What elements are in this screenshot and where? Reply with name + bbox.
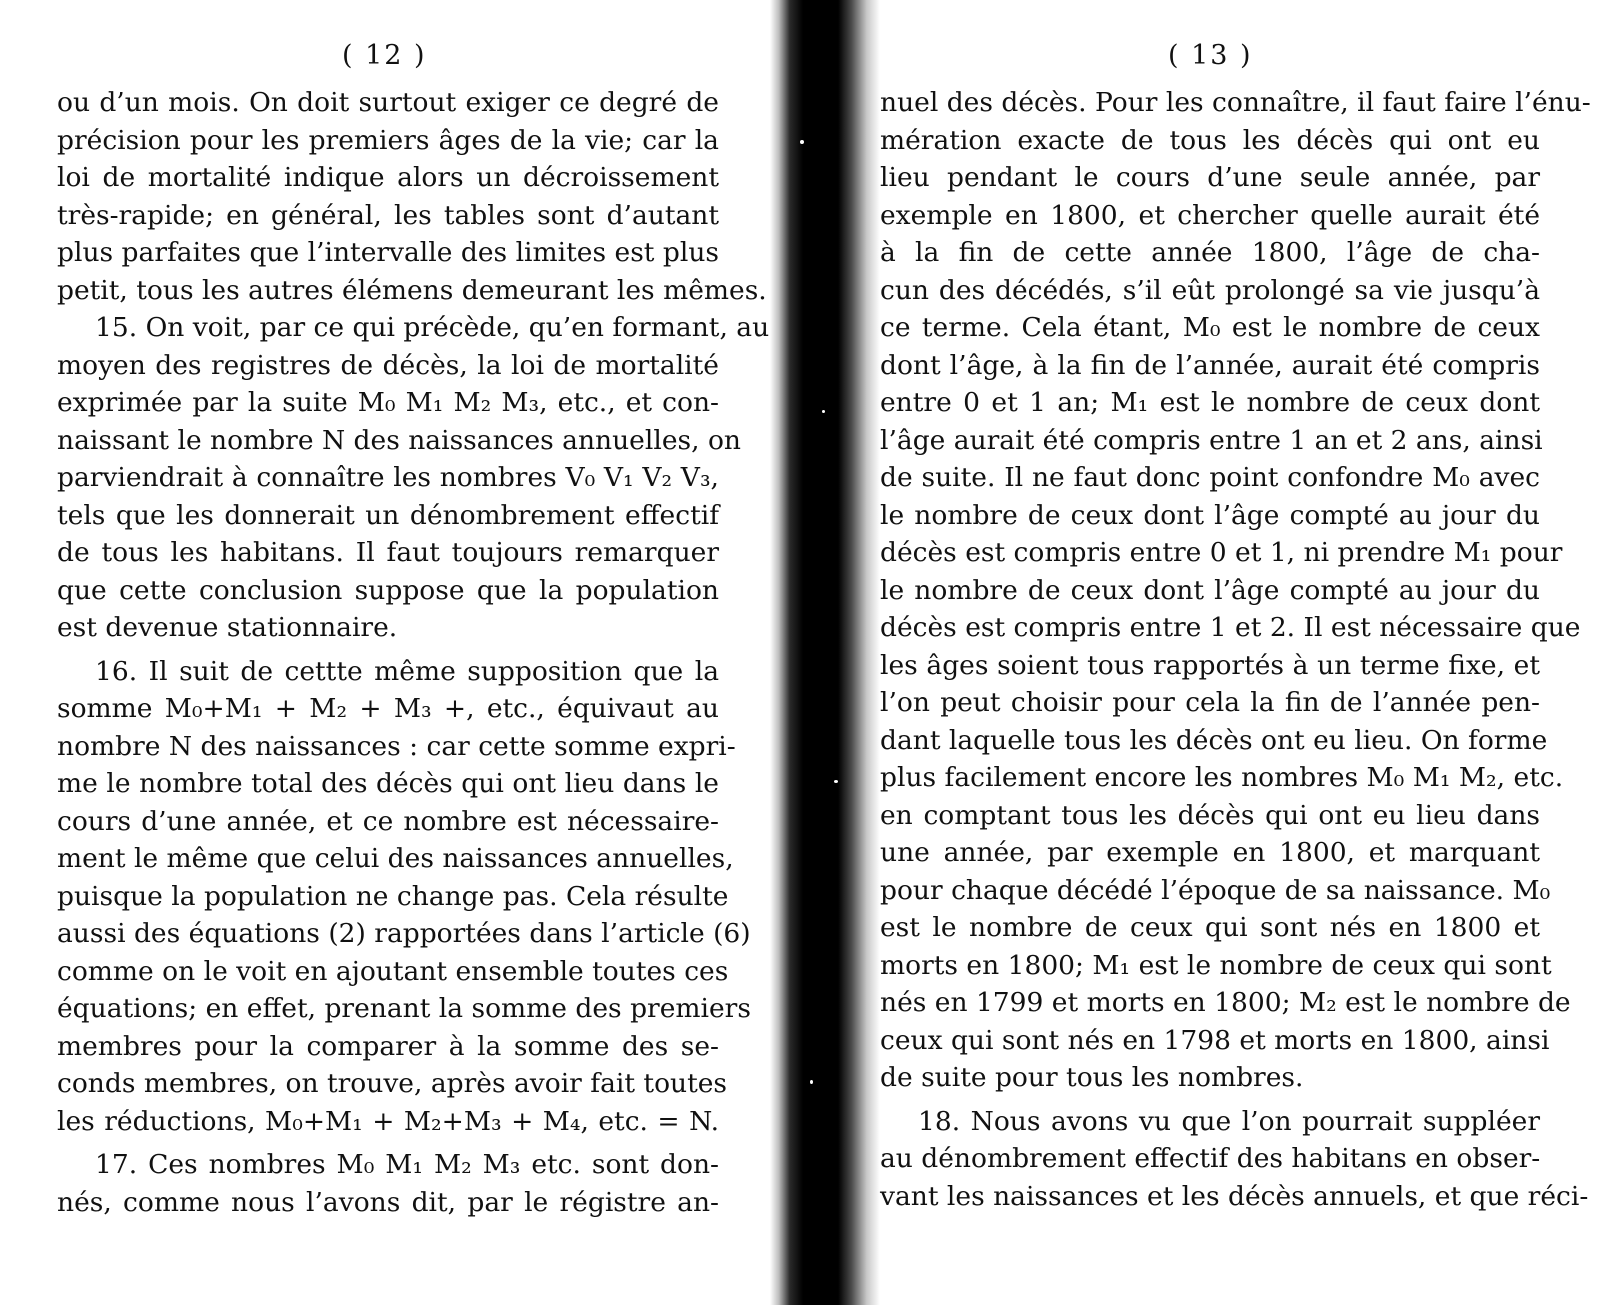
text-line: de tous les habitans. Il faut toujours remarquer [57, 537, 719, 568]
gutter-speck [834, 780, 838, 783]
text-block [57, 84, 770, 1221]
text-line: est le nombre de ceux qui sont nés en 1800 et [880, 912, 1540, 943]
gutter-speck [810, 1080, 813, 1084]
text-line: que cette conclusion suppose que la population [57, 574, 719, 606]
text-line: au dénombrement effectif des habitans en obser- [880, 1143, 1541, 1174]
paragraph-18-start: 18. Nous avons vu que l’on pourrait suppléer [918, 1105, 1540, 1137]
text-line: tels que les donnerait un dénombrement effectif [57, 499, 719, 531]
text-line: dont l’âge, à la fin de l’année, aurait été compris [880, 349, 1540, 381]
page-number: ( 12 ) [342, 40, 427, 71]
text-line: entre 0 et 1 an; M₁ est le nombre de ceux dont [880, 387, 1540, 418]
text-line: moyen des registres de décès, la loi de mortalité [57, 349, 719, 381]
text-line: plus facilement encore les nombres M₀ M₁ M₂, etc. [880, 762, 1564, 793]
text-line: naissant le nombre N des naissances annuelles, on [57, 424, 741, 456]
gutter-speck [822, 410, 825, 413]
text-line: le nombre de ceux dont l’âge compté au jour du [880, 499, 1540, 531]
text-line: nombre N des naissances : car cette somme expri- [57, 730, 736, 762]
page-number: ( 13 ) [1168, 40, 1253, 71]
text-line: décès est compris entre 1 et 2. Il est nécessaire que [880, 612, 1581, 643]
text-line: lieu pendant le cours d’une seule année, par [880, 162, 1540, 193]
left-page [0, 0, 770, 1305]
text-line: cun des décédés, s’il eût prolongé sa vie jusqu’à [880, 274, 1540, 306]
text-line: une année, par exemple en 1800, et marquant [880, 837, 1540, 868]
paragraph-17-start: 17. Ces nombres M₀ M₁ M₂ M₃ etc. sont don- [95, 1149, 719, 1180]
paragraph-15-start: 15. On voit, par ce qui précède, qu’en formant, au [95, 312, 770, 343]
text-line: conds membres, on trouve, après avoir fait toutes [57, 1068, 728, 1099]
text-line: nuel des décès. Pour les connaître, il faut faire l’énu- [880, 87, 1591, 118]
text-line: l’on peut choisir pour cela la fin de l’année pen- [880, 687, 1540, 718]
text-line: membres pour la comparer à la somme des se- [57, 1030, 719, 1062]
text-block [880, 84, 1591, 1215]
text-line: nés, comme nous l’avons dit, par le régistre an- [57, 1186, 719, 1218]
text-line: en comptant tous les décès qui ont eu lieu dans [880, 799, 1540, 831]
text-line: dant laquelle tous les décès ont eu lieu. On forme [880, 724, 1548, 756]
text-line: à la fin de cette année 1800, l’âge de cha- [880, 237, 1540, 268]
text-line: ment le même que celui des naissances annuelles, [57, 843, 734, 874]
text-line: très-rapide; en général, les tables sont d’autant [57, 199, 719, 231]
text-line: l’âge aurait été compris entre 1 an et 2 ans, ainsi [880, 424, 1543, 456]
text-line: de suite pour tous les nombres. [880, 1062, 1304, 1093]
text-line: me le nombre total des décès qui ont lieu dans le [57, 768, 719, 799]
text-line: précision pour les premiers âges de la vie; car la [57, 124, 719, 156]
text-line: plus parfaites que l’intervalle des limites est plus [57, 237, 719, 268]
text-line: de suite. Il ne faut donc point confondre M₀ avec [880, 462, 1540, 493]
text-line: petit, tous les autres élémens demeurant les mêmes. [57, 274, 767, 306]
text-line: parviendrait à connaître les nombres V₀ V₁ V₂ V₃, [57, 462, 719, 493]
text-line: ce terme. Cela étant, M₀ est le nombre de ceux [880, 312, 1540, 343]
text-line: ceux qui sont nés en 1798 et morts en 1800, ainsi [880, 1024, 1550, 1056]
text-line: mération exacte de tous les décès qui ont eu [880, 124, 1540, 156]
text-line: somme M₀+M₁ + M₂ + M₃ +, etc., équivaut au [57, 693, 719, 724]
text-line: exprimée par la suite M₀ M₁ M₂ M₃, etc., et con- [57, 387, 719, 418]
text-line: vant les naissances et les décès annuels, et que réci- [880, 1180, 1589, 1212]
text-line: les âges soient tous rapportés à un terme fixe, et [880, 649, 1540, 681]
text-line: nés en 1799 et morts en 1800; M₂ est le nombre de [880, 987, 1571, 1018]
text-line: puisque la population ne change pas. Cela résulte [57, 880, 729, 912]
text-line: loi de mortalité indique alors un décroissement [57, 162, 719, 193]
text-line: pour chaque décédé l’époque de sa naissance. M₀ [880, 874, 1551, 906]
book-gutter [770, 0, 880, 1305]
text-line: le nombre de ceux dont l’âge compté au jour du [880, 574, 1540, 606]
text-line: les réductions, M₀+M₁ + M₂+M₃ + M₄, etc. = N. [57, 1105, 719, 1137]
text-line: morts en 1800; M₁ est le nombre de ceux qui sont [880, 949, 1552, 981]
gutter-speck [800, 140, 804, 144]
text-line: est devenue stationnaire. [57, 612, 398, 643]
text-line: décès est compris entre 0 et 1, ni prendre M₁ pour [880, 537, 1563, 568]
text-line: exemple en 1800, et chercher quelle aurait été [880, 199, 1540, 231]
text-line: cours d’une année, et ce nombre est nécessaire- [57, 805, 719, 837]
text-line: comme on le voit en ajoutant ensemble toutes ces [57, 955, 729, 987]
text-line: ou d’un mois. On doit surtout exiger ce degré de [57, 87, 719, 118]
right-page [880, 0, 1604, 1305]
text-line: équations; en effet, prenant la somme des premiers [57, 993, 751, 1024]
text-line: aussi des équations (2) rapportées dans l’article (6) [57, 918, 751, 949]
paragraph-16-start: 16. Il suit de cettte même supposition que la [95, 655, 719, 687]
